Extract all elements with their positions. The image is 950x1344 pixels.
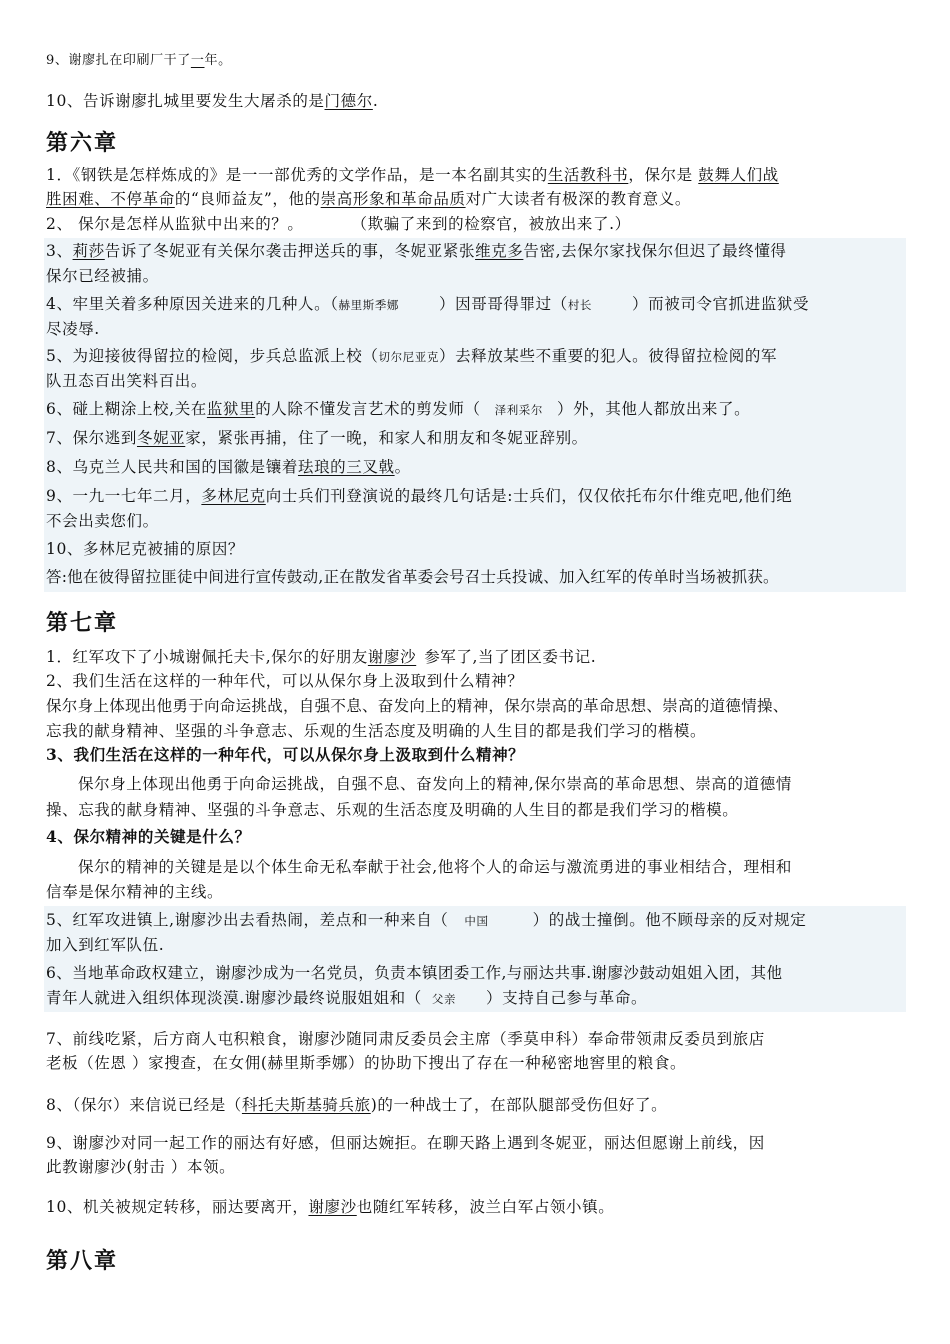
text: 10、机关被规定转移，丽达要离开， [46,1198,309,1216]
text: 青年人就进入组织体现淡漠.谢廖沙最终说服姐姐和（ [46,989,422,1007]
ch7-question-10 [46,1196,614,1218]
ch7-question-8 [46,1094,667,1116]
answer: 门德尔 [324,92,373,110]
ch7-question-4-answer-line1: 保尔的精神的关键是是以个体生命无私奉献于社会,他将个人的命运与激流勇进的事业相结合，理相和 [78,858,792,876]
ch6-question-5-line1 [46,345,777,368]
text: 也随红军转移，波兰白军占领小镇。 [356,1198,615,1216]
text: . [372,92,379,110]
answer: （欺骗了来到的检察官，被放出来了.） [351,215,631,233]
ch6-question-10-answer: 答:他在彼得留拉匪徒中间进行宣传鼓动,正在散发省革委会号召士兵投诚、加入红军的传单时当场被抓获。 [46,568,779,586]
ch6-question-4-line1 [46,293,809,316]
text: 年。 [204,53,232,68]
text: 9、谢廖扎在印刷厂干了 [46,53,191,68]
ch7-question-4-answer-line2: 信奉是保尔精神的主线。 [46,883,224,901]
answer: 监狱里 [206,400,256,418]
ch7-question-1 [46,646,596,668]
ch6-question-1-line2 [46,188,691,210]
answer: 胜困难、不停革命 [46,190,175,208]
answer: 鼓舞人们战 [698,166,779,184]
text: 6、碰上糊涂上校,关在 [46,400,207,418]
answer: 多林尼克 [201,487,266,505]
ch6-question-5-line2: 队丑态百出笑料百出。 [46,372,208,390]
ch7-question-2: 2、我们生活在这样的一种年代，可以从保尔身上汲取到什么精神？ [46,672,524,690]
ch7-question-6-line2 [46,987,647,1010]
ch7-question-2-answer-line2: 忘我的献身精神、坚强的斗争意志、乐观的生活态度及明确的人生目的都是我们学习的楷模。 [46,722,707,740]
ch6-question-9-line2: 不会出卖您们。 [46,512,159,530]
ch6-question-2 [46,213,631,235]
text: 参军了,当了团区委书记. [424,648,597,666]
text: ）而被司令官抓进监狱受 [632,295,810,313]
text: ）外，其他人都放出来了。 [557,400,751,418]
text: 的“良师益友”，他的 [174,190,321,208]
answer: 谢廖沙 [367,648,417,666]
ch6-question-3-line1 [46,240,787,262]
text: ，保尔是 [628,166,699,184]
text: 8、乌克兰人民共和国的国徽是镶着 [46,458,298,476]
ch6-question-7 [46,427,588,449]
ch7-question-9-line1: 9、谢廖沙对同一起工作的丽达有好感，但丽达婉拒。在聊天路上遇到冬妮亚，丽达但愿谢上前线，因 [46,1134,765,1152]
text: 10、告诉谢廖扎城里要发生大屠杀的是 [46,92,325,110]
ch7-question-3-answer-line2: 操、忘我的献身精神、坚强的斗争意志、乐观的生活态度及明确的人生目的都是我们学习的楷模。 [46,801,739,819]
text: 告诉了冬妮亚有关保尔袭击押送兵的事，冬妮亚紧张 [104,242,476,260]
text: 9、一九一七年二月， [46,487,202,505]
text: ）因哥哥得罪过（ [439,295,568,313]
ch6-question-9-line1 [46,485,792,507]
ch7-question-7-line1: 7、前线吃紧，后方商人屯积粮食，谢廖沙随同肃反委员会主席（季莫申科）奉命带领肃反委员到旅店 [46,1030,765,1048]
text: 7、保尔逃到 [46,429,137,447]
text: 告密,去保尔家找保尔但迟了最终懂得 [523,242,787,260]
text: 1．红军攻下了小城谢佩托夫卡,保尔的好朋友 [46,648,368,666]
text: ）的战士撞倒。他不顾母亲的反对规定 [532,911,807,929]
ch7-question-7-line2: 老板（佐恩 ）家搜查，在女佣(赫里斯季娜）的协助下搜出了存在一种秘密地窖里的粮食。 [46,1054,687,1072]
text: 。 [394,458,411,476]
ch6-question-8 [46,456,411,478]
answer: 一 [190,53,205,68]
ch7-question-9-line2: 此教谢廖沙(射击 ）本领。 [46,1158,236,1176]
text: 1．《钢铁是怎样炼成的》是一一部优秀的文学作品，是一本名副其实的 [46,166,548,184]
ch7-question-3: 3、我们生活在这样的一种年代，可以从保尔身上汲取到什么精神？ [46,745,525,764]
ch6-question-6 [46,398,750,421]
answer: 赫里斯季娜 [338,298,400,312]
ch7-question-6-line1: 6、当地革命政权建立，谢廖沙成为一名党员，负责本镇团委工作,与丽达共事.谢廖沙鼓动姐姐入团，其他 [46,964,783,982]
ch7-question-5-line2: 加入到红军队伍. [46,936,165,954]
answer: 父亲 [431,992,457,1006]
ch6-question-1-line1 [46,164,779,186]
text: 家，紧张再捕，住了一晚，和家人和朋友和冬妮亚辞别。 [185,429,588,447]
answer: 谢廖沙 [308,1198,357,1216]
question-10-top [46,90,378,112]
chapter-8-heading: 第八章 [46,1248,119,1274]
answer: 冬妮亚 [136,429,186,447]
ch6-question-10: 10、多林尼克被捕的原因？ [46,540,245,558]
chapter-6-heading: 第六章 [46,130,119,156]
ch7-question-5-line1 [46,909,806,932]
text: 8、（保尔）来信说已经是（ [46,1096,242,1114]
answer: 珐琅的三叉戟 [297,458,395,476]
ch6-question-3-line2: 保尔已经被捕。 [46,267,159,285]
answer: 泽利采尔 [494,403,544,417]
text: 4、牢里关着多种原因关进来的几种人。（ [46,295,339,313]
answer: 科托夫斯基骑兵旅 [241,1096,371,1114]
ch6-question-4-line2: 尽凌辱. [46,320,100,338]
answer: 崇高形象和革命品质 [320,190,466,208]
answer: 莉莎 [72,242,105,260]
text: ）支持自己参与革命。 [486,989,648,1007]
text: 的人除不懂发言艺术的剪发师（ [255,400,481,418]
answer: 切尔尼亚克 [378,350,439,364]
ch7-question-3-answer-line1: 保尔身上体现出他勇于向命运挑战，自强不息、奋发向上的精神,保尔崇高的革命思想、崇高的道德情 [78,775,792,793]
text: 5、为迎接彼得留拉的检阅，步兵总监派上校（ [46,347,379,365]
text: ）去释放某些不重要的犯人。彼得留拉检阅的军 [438,347,778,365]
text: 5、红军攻进镇上,谢廖沙出去看热闹，差点和一种来自（ [46,911,449,929]
answer: 村长 [567,298,593,312]
answer: 维克多 [475,242,524,260]
text: 对广大读者有极深的教育意义。 [465,190,691,208]
text: 2、 保尔是怎样从监狱中出来的？。 [46,215,304,233]
answer: 生活教科书 [547,166,629,184]
ch7-question-4: 4、保尔精神的关键是什么？ [46,827,251,846]
chapter-7-heading: 第七章 [46,610,119,636]
answer: 中国 [464,914,489,928]
text: )的一种战士了，在部队腿部受伤但好了。 [370,1096,668,1114]
text: 3、 [46,242,73,260]
question-9-top [46,50,232,72]
ch7-question-2-answer-line1: 保尔身上体现出他勇于向命运挑战，自强不息、奋发向上的精神，保尔崇高的革命思想、崇高的道德情操、 [46,697,789,715]
text: 向士兵们刊登演说的最终几句话是:士兵们，仅仅依托布尔什维克吧,他们绝 [265,487,793,505]
